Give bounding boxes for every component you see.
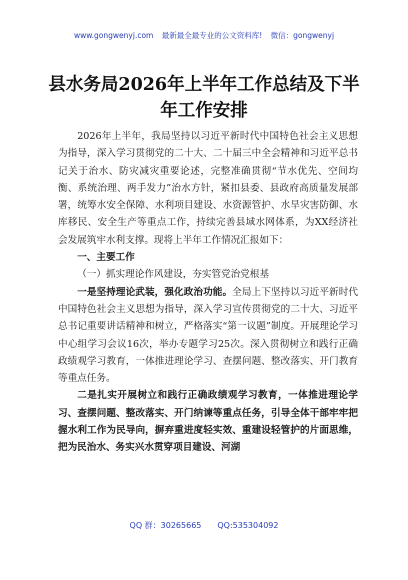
contact-footer xyxy=(0,520,408,531)
subsection-heading: （一）抓实理论作风建设，夯实管党治党根基 xyxy=(77,269,270,281)
paragraph-2: 二是扎实开展树立和践行正确政绩观学习教育，一体推进理论学习、查摆问题、整改落实、开门纳谏等重点任务，引导全体干部牢牢把握水利工作为民导向，摒弃重进度轻实效、重建设轻管护的片面思维，把为民治水、务实兴水贯穿项目建设、河湖 xyxy=(58,390,358,454)
document-title: 县水务局2026年上半年工作总结及下半年工作安排 xyxy=(48,75,360,121)
qq-group: QQ 群：30265665 xyxy=(129,521,202,530)
paragraph-1-lead: 一是坚持理论武装，强化政治功能。 xyxy=(77,286,233,298)
site-slogan: 最新最全最专业的公文资料库! xyxy=(161,31,263,40)
paragraph-1-text: 全局上下坚持以习近平新时代中国特色社会主义思想为指导，深入学习宣传贯彻党的二十大、习近平总书记重要讲话精神和树立，严格落实“第一议题”制度。开展理论学习中心组学习会议16次，举办专题学习25次。深入贯彻树立和践行正确政绩观学习教育，一体推进理论学习、查摆问题、整改落实、开门教育等重点任务。 xyxy=(58,286,359,385)
intro-paragraph: 2026年上半年，我局坚持以习近平新时代中国特色社会主义思想为指导，深入学习贯彻党的二十大、二十届三中全会精神和习近平总书记关于治水、防灾减灾重要论述，完整准确贯彻“节水优先、空间均衡、系统治理、两手发力”治水方针，紧扣县委、县政府高质量发展部署，统筹水安全保障、水利项目建设、水资源管护、水旱灾害防御、水库移民、安全生产等重点工作，持续完善县域水网体系，为XX经济社会发展筑牢水利支撑。现将上半年工作情况汇报如下： xyxy=(58,131,358,246)
wechat-id: 微信：gongwenyj xyxy=(270,31,335,40)
document-body xyxy=(58,128,358,457)
site-url[interactable]: www.gongwenyj.com xyxy=(73,31,154,40)
paragraph-1 xyxy=(58,284,358,388)
section-heading: 一、主要工作 xyxy=(77,252,135,264)
site-header xyxy=(0,30,408,41)
qq-number: QQ:535304092 xyxy=(217,521,279,530)
